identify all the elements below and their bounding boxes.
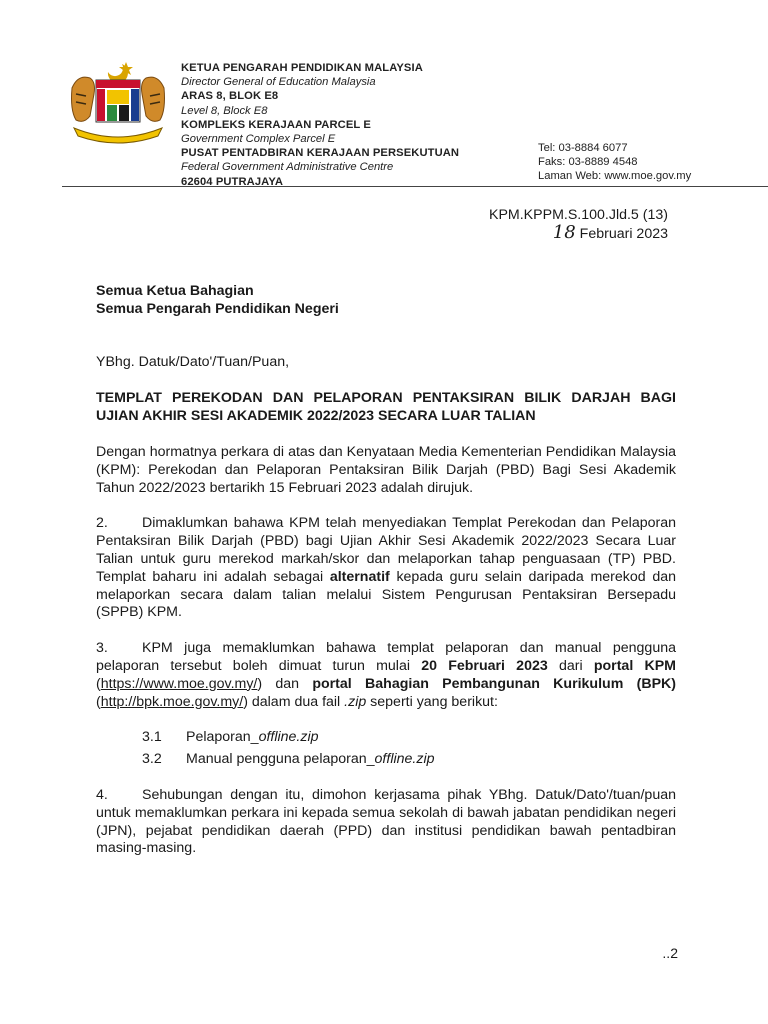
salutation: YBhg. Datuk/Dato'/Tuan/Puan,: [96, 353, 290, 370]
letterhead-line: Government Complex Parcel E: [181, 133, 336, 146]
letterhead-line: Federal Government Administrative Centre: [181, 161, 394, 174]
recipient-line: Semua Ketua Bahagian: [96, 283, 254, 299]
date-month-year: Februari 2023: [579, 226, 668, 242]
header-divider: [62, 186, 768, 187]
letterhead-contact: [538, 141, 691, 184]
paragraph-1: Dengan hormatnya perkara di atas dan Kenyataan Media Kementerian Pendidikan Malaysia (KPM): Perekodan dan Pelaporan Pentaksiran Bilik Darjah (PBD) Bagi Sesi Akademik Tahun 2022/2023 bertarikh 15 Februari 2023 adalah dirujuk.: [96, 443, 676, 496]
handwritten-day: 18: [552, 222, 576, 243]
moe-portal-link[interactable]: https://www.moe.gov.my/: [100, 675, 258, 692]
paragraph-2: 2. Dimaklumkan bahawa KPM telah menyediakan Templat Perekodan dan Pelaporan Pentaksiran Bilik Darjah (PBD) bagi Ujian Akhir Sesi Akademik 2022/2023 Secara Luar Talian untuk guru merekod markah/skor dan melaporkan tahap penguasaan (TP) PBD. Templat baharu ini adalah sebagai alternatif kepada guru selain daripada merekod dan melaporkan secara dalam talian melalui Sistem Pengurusan Pentaksiran Bersepadu (SPPB) KPM.: [96, 515, 677, 621]
recipient-line: Semua Pengarah Pendidikan Negeri: [96, 300, 339, 317]
paragraph-3: 3. KPM juga memaklumkan bahawa templat pelaporan dan manual pengguna pelaporan tersebut boleh dimuat turun mulai 20 Februari 2023 dari portal KPM (https://www.moe.gov.my/) dan portal Bahagian Pembangunan Kurikulum (BPK) (http://bpk.moe.gov.my/) dalam dua fail .zip seperti yang berikut:: [96, 640, 677, 710]
file-list: [96, 729, 676, 769]
letter-date: [489, 224, 668, 243]
reference-block: [489, 206, 668, 243]
coat-of-arms-logo: [64, 58, 172, 148]
letterhead-line: 62604 PUTRAJAYA: [181, 175, 284, 188]
list-item: 3.1 Pelaporan_offline.zip: [142, 729, 319, 746]
letterhead-line: PUSAT PENTADBIRAN KERAJAAN PERSEKUTUAN: [181, 147, 460, 160]
letterhead-line: Level 8, Block E8: [181, 104, 268, 117]
letter-body: [96, 283, 676, 858]
page-continuation-marker: ..2: [662, 945, 678, 961]
reference-number: KPM.KPPM.S.100.Jld.5 (13): [489, 207, 668, 223]
paragraph-4: 4. Sehubungan dengan itu, dimohon kerjasama pihak YBhg. Datuk/Dato'/tuan/puan untuk memaklumkan perkara ini kepada semua sekolah di bawah jabatan pendidikan negeri (JPN), pejabat pendidikan daerah (PPD) dan institusi pendidikan bawah pentadbiran masing-masing.: [96, 786, 676, 857]
letterhead-line: Director General of Education Malaysia: [181, 76, 376, 89]
website: Laman Web: www.moe.gov.my: [538, 170, 692, 183]
telephone: Tel: 03-8884 6077: [538, 142, 628, 154]
bpk-portal-link[interactable]: http://bpk.moe.gov.my/: [100, 693, 244, 710]
letterhead-line: ARAS 8, BLOK E8: [181, 90, 279, 103]
letterhead-line: KOMPLEKS KERAJAAN PARCEL E: [181, 118, 371, 131]
fax: Faks: 03-8889 4548: [538, 156, 638, 169]
letter-subject: TEMPLAT PEREKODAN DAN PELAPORAN PENTAKSIRAN BILIK DARJAH BAGI UJIAN AKHIR SESI AKADEMIK 2022/2023 SECARA LUAR TALIAN: [96, 390, 676, 425]
list-item: 3.2 Manual pengguna pelaporan_offline.zip: [142, 751, 435, 768]
letterhead-line: KETUA PENGARAH PENDIDIKAN MALAYSIA: [181, 62, 423, 74]
letterhead-address: [181, 61, 459, 189]
